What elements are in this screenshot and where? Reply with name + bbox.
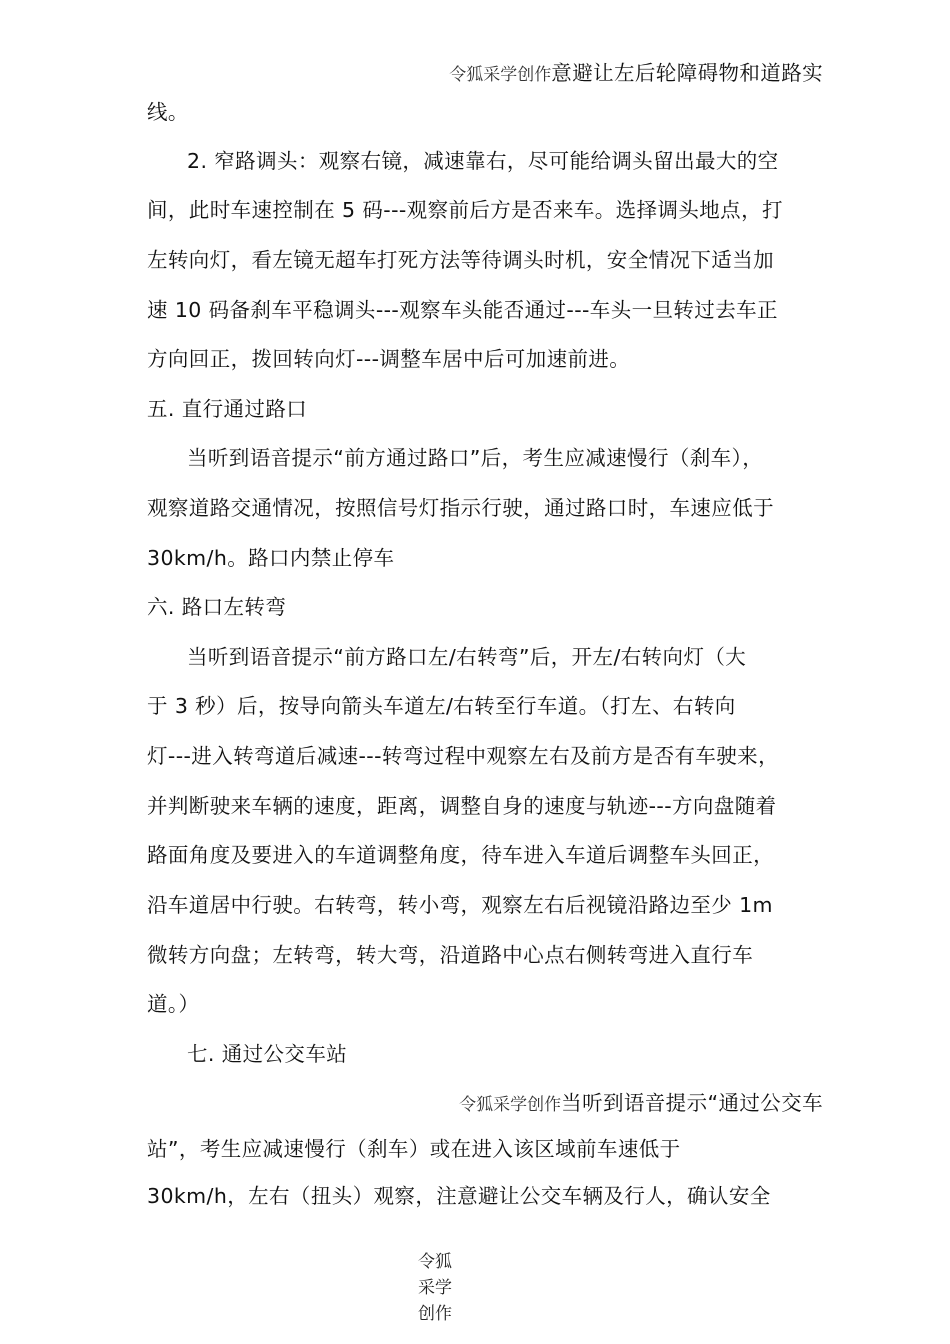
line-0-text: 意避让左后轮障碍物和道路实 bbox=[551, 61, 823, 85]
text-line-8: 当听到语音提示“前方通过路口”后，考生应减速慢行（刹车）， bbox=[187, 446, 764, 470]
footer-watermark bbox=[418, 1249, 466, 1327]
text-line-23: 30km/h，左右（扭头）观察，注意避让公交车辆及行人，确认安全 bbox=[147, 1184, 771, 1208]
watermark-text: 令狐采学创作 bbox=[449, 65, 552, 85]
footer-line-1: 令狐 bbox=[418, 1252, 452, 1272]
text-line-17: 沿车道居中行驶。右转弯，转小弯，观察左右后视镜沿路边至少 1m bbox=[147, 893, 773, 917]
text-line-15: 并判断驶来车辆的速度，距离，调整自身的速度与轨迹---方向盘随着 bbox=[147, 794, 777, 818]
text-line-18: 微转方向盘；左转弯，转大弯，沿道路中心点右侧转弯进入直行车 bbox=[147, 943, 754, 967]
line-21-text: 当听到语音提示“通过公交车 bbox=[561, 1091, 823, 1115]
text-line-16: 路面角度及要进入的车道调整角度，待车进入车道后调整车头回正， bbox=[147, 843, 774, 867]
watermark-text-2: 令狐采学创作 bbox=[459, 1095, 562, 1115]
footer-line-2: 采学 bbox=[418, 1278, 452, 1298]
text-line-3: 间，此时车速控制在 5 码---观察前后方是否来车。选择调头地点，打 bbox=[147, 198, 783, 222]
text-line-21 bbox=[147, 1088, 823, 1120]
text-line-6: 方向回正，拨回转向灯---调整车居中后可加速前进。 bbox=[147, 347, 631, 371]
footer-line-3: 创作 bbox=[418, 1304, 452, 1324]
section-heading-7: 七. 通过公交车站 bbox=[187, 1042, 348, 1066]
section-heading-5: 五. 直行通过路口 bbox=[147, 397, 308, 421]
text-line-9: 观察道路交通情况，按照信号灯指示行驶，通过路口时，车速应低于 bbox=[147, 496, 774, 520]
text-line-1: 线。 bbox=[147, 100, 189, 124]
text-line-13: 于 3 秒）后，按导向箭头车道左/右转至行车道。（打左、右转向 bbox=[147, 694, 736, 718]
text-line-0 bbox=[147, 58, 823, 90]
text-line-2: 2. 窄路调头：观察右镜，减速靠右，尽可能给调头留出最大的空 bbox=[187, 149, 779, 173]
text-line-12: 当听到语音提示“前方路口左/右转弯”后，开左/右转向灯（大 bbox=[187, 645, 747, 669]
text-line-14: 灯---进入转弯道后减速---转弯过程中观察左右及前方是否有车驶来， bbox=[147, 744, 779, 768]
text-line-22: 站”，考生应减速慢行（刹车）或在进入该区域前车速低于 bbox=[147, 1137, 681, 1161]
text-line-19: 道。） bbox=[147, 992, 200, 1016]
text-line-10: 30km/h。路口内禁止停车 bbox=[147, 546, 395, 570]
section-heading-6: 六. 路口左转弯 bbox=[147, 595, 287, 619]
text-line-4: 左转向灯，看左镜无超车打死方法等待调头时机，安全情况下适当加 bbox=[147, 248, 774, 272]
text-line-5: 速 10 码备刹车平稳调头---观察车头能否通过---车头一旦转过去车正 bbox=[147, 298, 778, 322]
